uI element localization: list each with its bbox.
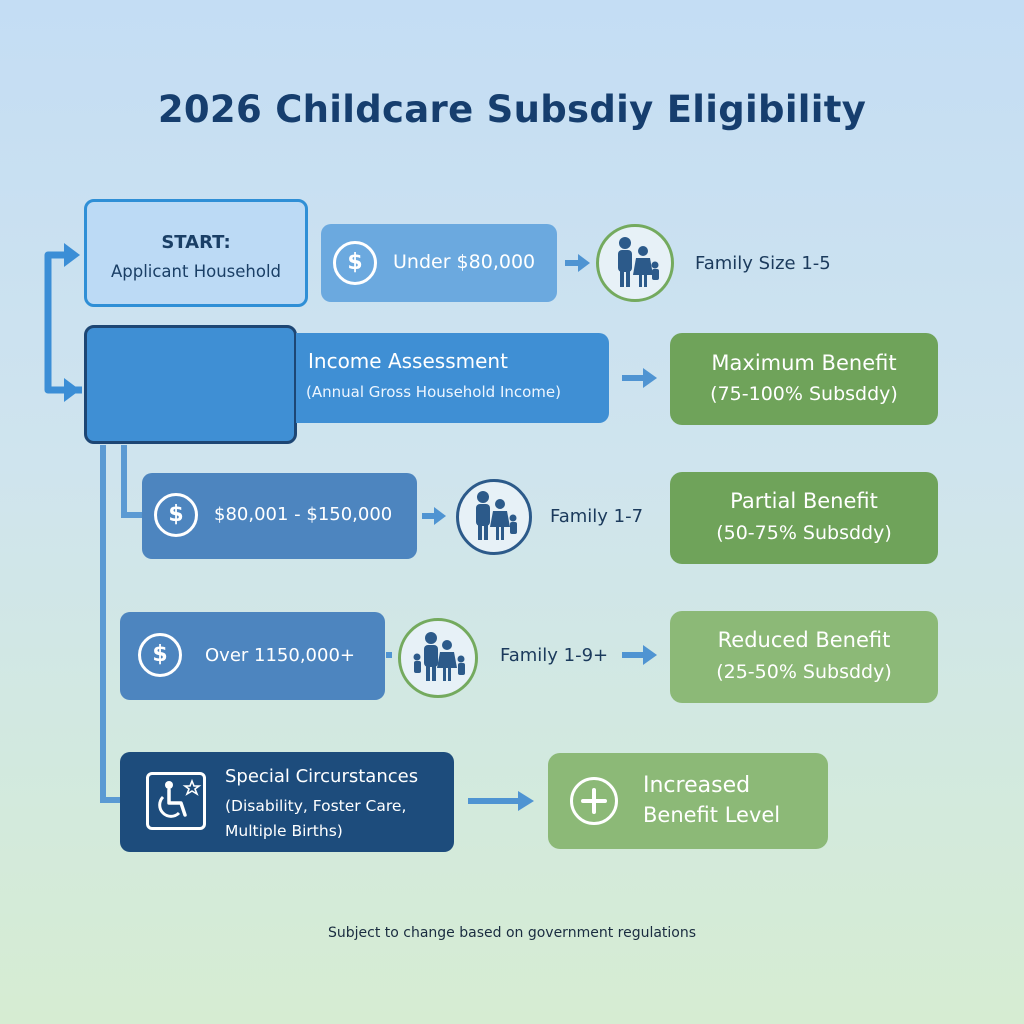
special-detail-line1: (Disability, Foster Care,: [225, 797, 407, 815]
plus-icon: [570, 777, 618, 825]
dollar-icon: $: [154, 493, 198, 537]
benefit-partial: [670, 472, 938, 564]
start-box: [84, 199, 308, 307]
benefit-range: (75-100% Subsddy): [710, 383, 898, 405]
income-assessment-title: Income Assessment: [308, 349, 508, 373]
loop-arrowhead-top: [64, 243, 80, 267]
income-assessment-subtitle: (Annual Gross Household Income): [306, 383, 561, 401]
benefit-reduced: [670, 611, 938, 703]
family-icon: [398, 618, 478, 698]
income-assessment-block: [84, 325, 297, 444]
trunk-connector: [103, 445, 120, 800]
start-label: START:: [161, 232, 231, 253]
page-title: 2026 Childcare Subsdiy Eligibility: [157, 88, 867, 131]
benefit-title: Partial Benefit: [730, 489, 878, 513]
footer-note: Subject to change based on government regulations: [327, 925, 697, 941]
family-size-label: Family 1-9+: [500, 645, 609, 666]
income-tier-label: $80,001 - $150,000: [214, 504, 393, 525]
family-size-label: Family Size 1-5: [695, 253, 831, 274]
benefit-increased: [548, 753, 828, 849]
income-assessment-box: [296, 333, 609, 423]
increased-line1: Increased: [643, 773, 751, 798]
benefit-title: Maximum Benefit: [711, 351, 897, 375]
benefit-title: Reduced Benefit: [717, 628, 891, 652]
income-tier-over: [120, 612, 385, 700]
loop-connector: [48, 255, 82, 390]
income-tier-label: Under $80,000: [393, 251, 536, 273]
benefit-range: (50-75% Subsddy): [716, 522, 892, 544]
special-circumstances-box: [120, 752, 454, 852]
special-detail: [225, 794, 406, 844]
family-icon: [596, 224, 674, 302]
income-tier-label: Over 1150,000+: [205, 645, 355, 666]
income-tier-mid: [142, 473, 417, 559]
accessibility-icon: [146, 772, 206, 830]
dollar-icon: $: [138, 633, 182, 677]
loop-arrowhead-bottom: [64, 378, 80, 402]
increased-line2: Benefit Level: [643, 803, 781, 827]
special-detail-line2: Multiple Births): [225, 822, 343, 840]
benefit-range: (25-50% Subsddy): [716, 661, 892, 683]
family-size-label: Family 1-7: [550, 506, 644, 527]
branch-connector-mid: [124, 445, 142, 515]
income-tier-under: [321, 224, 557, 302]
benefit-maximum: [670, 333, 938, 425]
family-icon: [456, 479, 532, 555]
dollar-icon: $: [333, 241, 377, 285]
start-sublabel: Applicant Household: [110, 262, 282, 281]
special-title: Special Circurstances: [225, 766, 419, 787]
